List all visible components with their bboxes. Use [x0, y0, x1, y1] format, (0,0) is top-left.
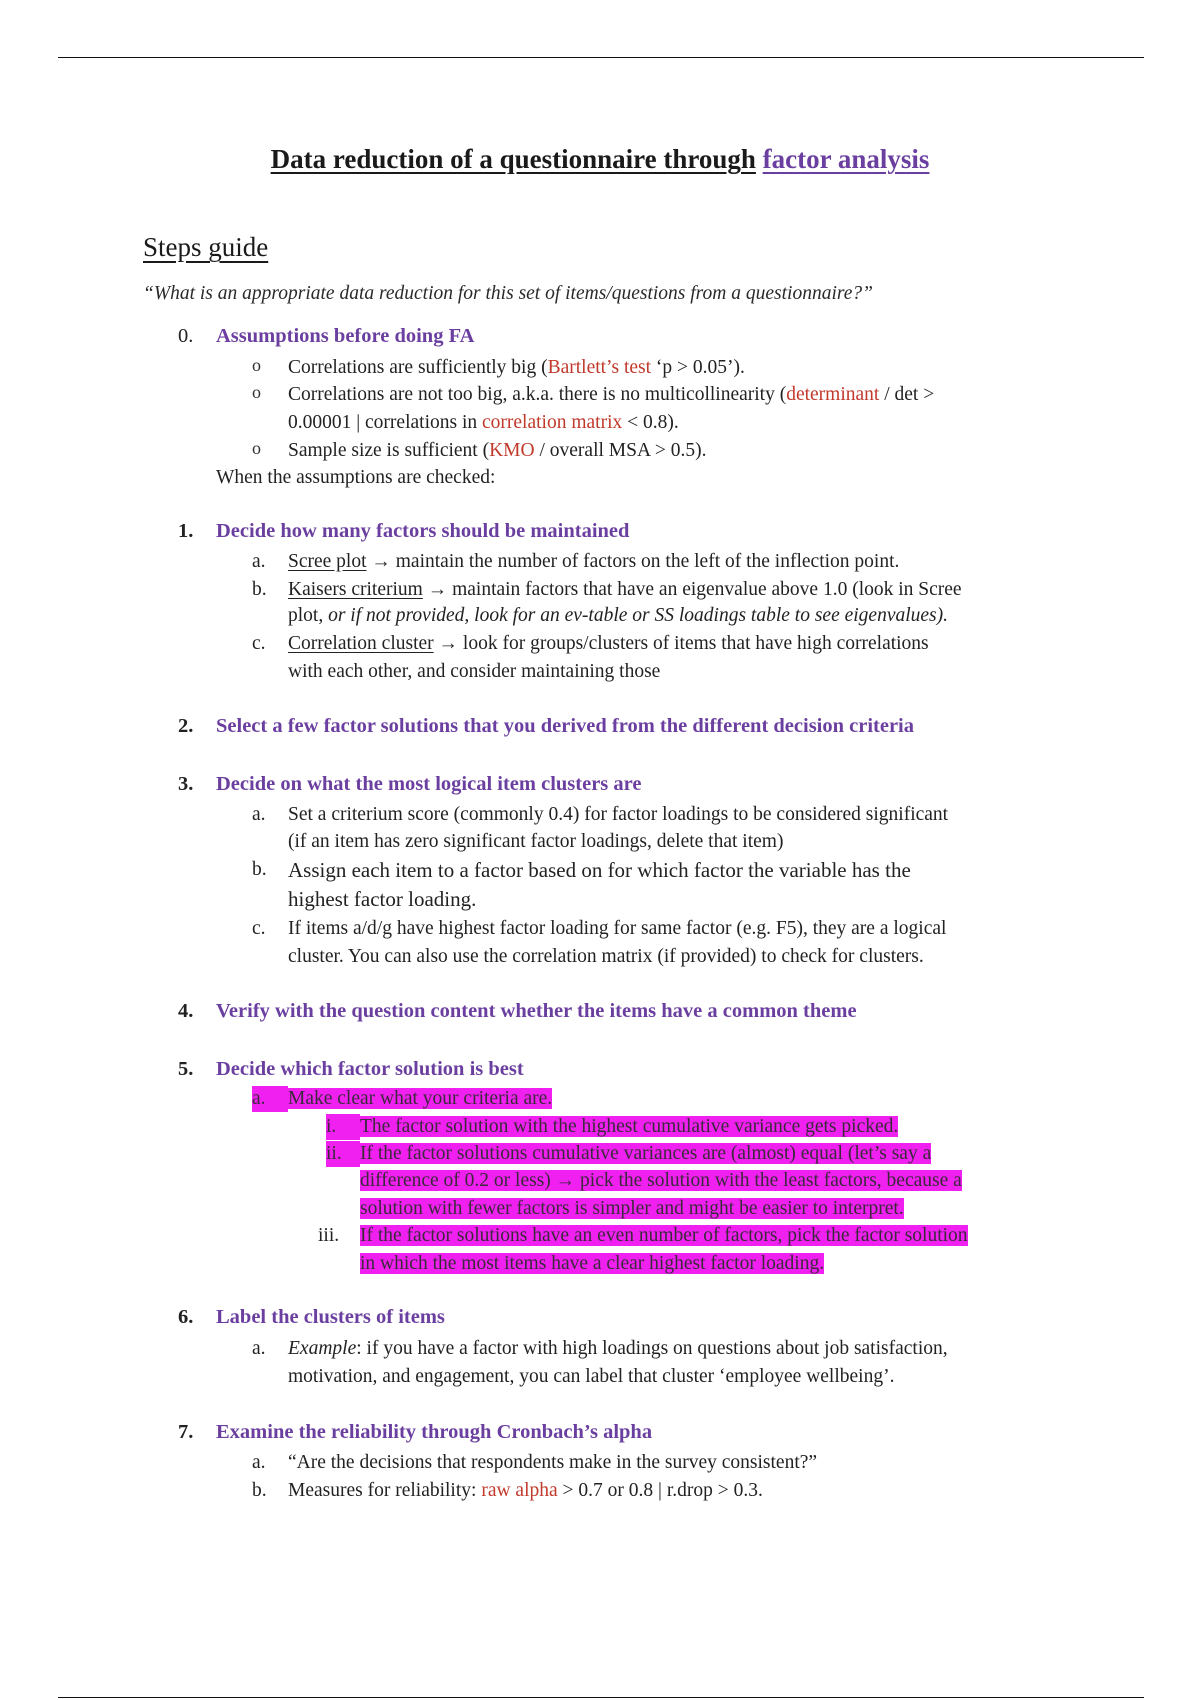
step-5-item-iii-line-1: If the factor solutions have an even number of factors, pick the factor solution: [360, 1225, 968, 1246]
list-marker: c.: [252, 633, 266, 654]
guiding-question: “What is an appropriate data reduction for this set of items/questions from a questionnaire?”: [143, 283, 873, 304]
step-5-item-ii-line-2: difference of 0.2 or less) → pick the solution with the least factors, because a: [360, 1170, 962, 1191]
step-6-item-a-line-1: Example: if you have a factor with high loadings on questions about job satisfaction,: [288, 1338, 948, 1359]
step-5-item-a: Make clear what your criteria are.: [288, 1088, 553, 1109]
step-5-item-iii-line-2: in which the most items have a clear highest factor loading.: [360, 1253, 825, 1274]
step-5-heading: Decide which factor solution is best: [216, 1058, 524, 1080]
step-4-heading: Verify with the question content whether the items have a common theme: [216, 1000, 857, 1022]
step-7-item-a: “Are the decisions that respondents make in the survey consistent?”: [288, 1452, 818, 1473]
step-6-item-a-line-2: motivation, and engagement, you can label that cluster ‘employee wellbeing’.: [288, 1366, 895, 1387]
list-marker: b.: [252, 859, 267, 880]
step-3-item-c-line-1: If items a/d/g have highest factor loading for same factor (e.g. F5), they are a logical: [288, 918, 947, 939]
step-6-heading: Label the clusters of items: [216, 1306, 445, 1328]
step-1-item-b-line-1: Kaisers criterium → maintain factors that have an eigenvalue above 1.0 (look in Scree: [288, 579, 962, 600]
step-3-item-c-line-2: cluster. You can also use the correlation matrix (if provided) to check for clusters.: [288, 946, 924, 967]
list-marker: i.: [326, 1114, 360, 1140]
list-marker: iii.: [318, 1225, 340, 1246]
step-3-item-b-line-2: highest factor loading.: [288, 887, 477, 911]
step-7-heading: Examine the reliability through Cronbach’s alpha: [216, 1421, 653, 1443]
step-2-heading: Select a few factor solutions that you derived from the different decision criteria: [216, 715, 915, 737]
step-7-number: 7.: [178, 1421, 194, 1443]
list-marker: a.: [252, 1452, 266, 1473]
step-5-item-ii-line-3: solution with fewer factors is simpler and might be easier to interpret.: [360, 1198, 904, 1219]
step-5-item-ii-line-1: If the factor solutions cumulative variances are (almost) equal (let’s say a: [360, 1143, 932, 1164]
assumption-2-line-2: 0.00001 | correlations in correlation matrix < 0.8).: [288, 412, 679, 433]
section-title: Steps guide: [143, 232, 269, 262]
bullet-icon: o: [252, 438, 261, 458]
page-title: [0, 144, 1200, 175]
list-marker: a.: [252, 1086, 288, 1112]
assumption-3: Sample size is sufficient (KMO / overall MSA > 0.5).: [288, 440, 707, 461]
step-0-heading: Assumptions before doing FA: [216, 325, 475, 347]
list-marker: b.: [252, 1480, 267, 1501]
bullet-icon: o: [252, 355, 261, 375]
step-1-item-c-line-2: with each other, and consider maintaining those: [288, 661, 661, 682]
step-4-number: 4.: [178, 1000, 194, 1022]
step-3-item-b-line-1: Assign each item to a factor based on for which factor the variable has the: [288, 858, 911, 882]
step-1-heading: Decide how many factors should be maintained: [216, 520, 630, 542]
step-1-item-b-line-2: plot, or if not provided, look for an ev-table or SS loadings table to see eigenvalues).: [288, 605, 949, 626]
assumption-2-line-1: Correlations are not too big, a.k.a. there is no multicollinearity (determinant / det >: [288, 384, 935, 405]
list-marker: ii.: [326, 1141, 360, 1167]
bullet-icon: o: [252, 382, 261, 402]
title-accent-link[interactable]: factor analysis: [762, 144, 930, 174]
bottom-rule: [58, 1697, 1144, 1698]
assumptions-checked-text: When the assumptions are checked:: [216, 467, 496, 488]
list-marker: a.: [252, 551, 266, 572]
title-main: Data reduction of a questionnaire through: [270, 144, 756, 174]
step-3-number: 3.: [178, 773, 194, 795]
step-6-number: 6.: [178, 1306, 194, 1328]
list-marker: c.: [252, 918, 266, 939]
list-marker: b.: [252, 579, 267, 600]
step-3-heading: Decide on what the most logical item clusters are: [216, 773, 642, 795]
step-5-item-i: The factor solution with the highest cumulative variance gets picked.: [360, 1116, 899, 1137]
step-7-item-b: Measures for reliability: raw alpha > 0.7 or 0.8 | r.drop > 0.3.: [288, 1480, 763, 1501]
step-1-item-c-line-1: Correlation cluster → look for groups/clusters of items that have high correlations: [288, 633, 929, 654]
step-3-item-a-line-1: Set a criterium score (commonly 0.4) for factor loadings to be considered significant: [288, 804, 949, 825]
top-rule: [58, 57, 1144, 58]
step-1-number: 1.: [178, 520, 194, 542]
step-2-number: 2.: [178, 715, 194, 737]
step-5-number: 5.: [178, 1058, 194, 1080]
step-1-item-a: Scree plot → maintain the number of factors on the left of the inflection point.: [288, 551, 900, 572]
step-3-item-a-line-2: (if an item has zero significant factor loadings, delete that item): [288, 831, 784, 852]
list-marker: a.: [252, 1338, 266, 1359]
assumption-1: Correlations are sufficiently big (Bartlett’s test ‘p > 0.05’).: [288, 357, 745, 378]
step-0-number: 0.: [178, 325, 194, 347]
list-marker: a.: [252, 804, 266, 825]
